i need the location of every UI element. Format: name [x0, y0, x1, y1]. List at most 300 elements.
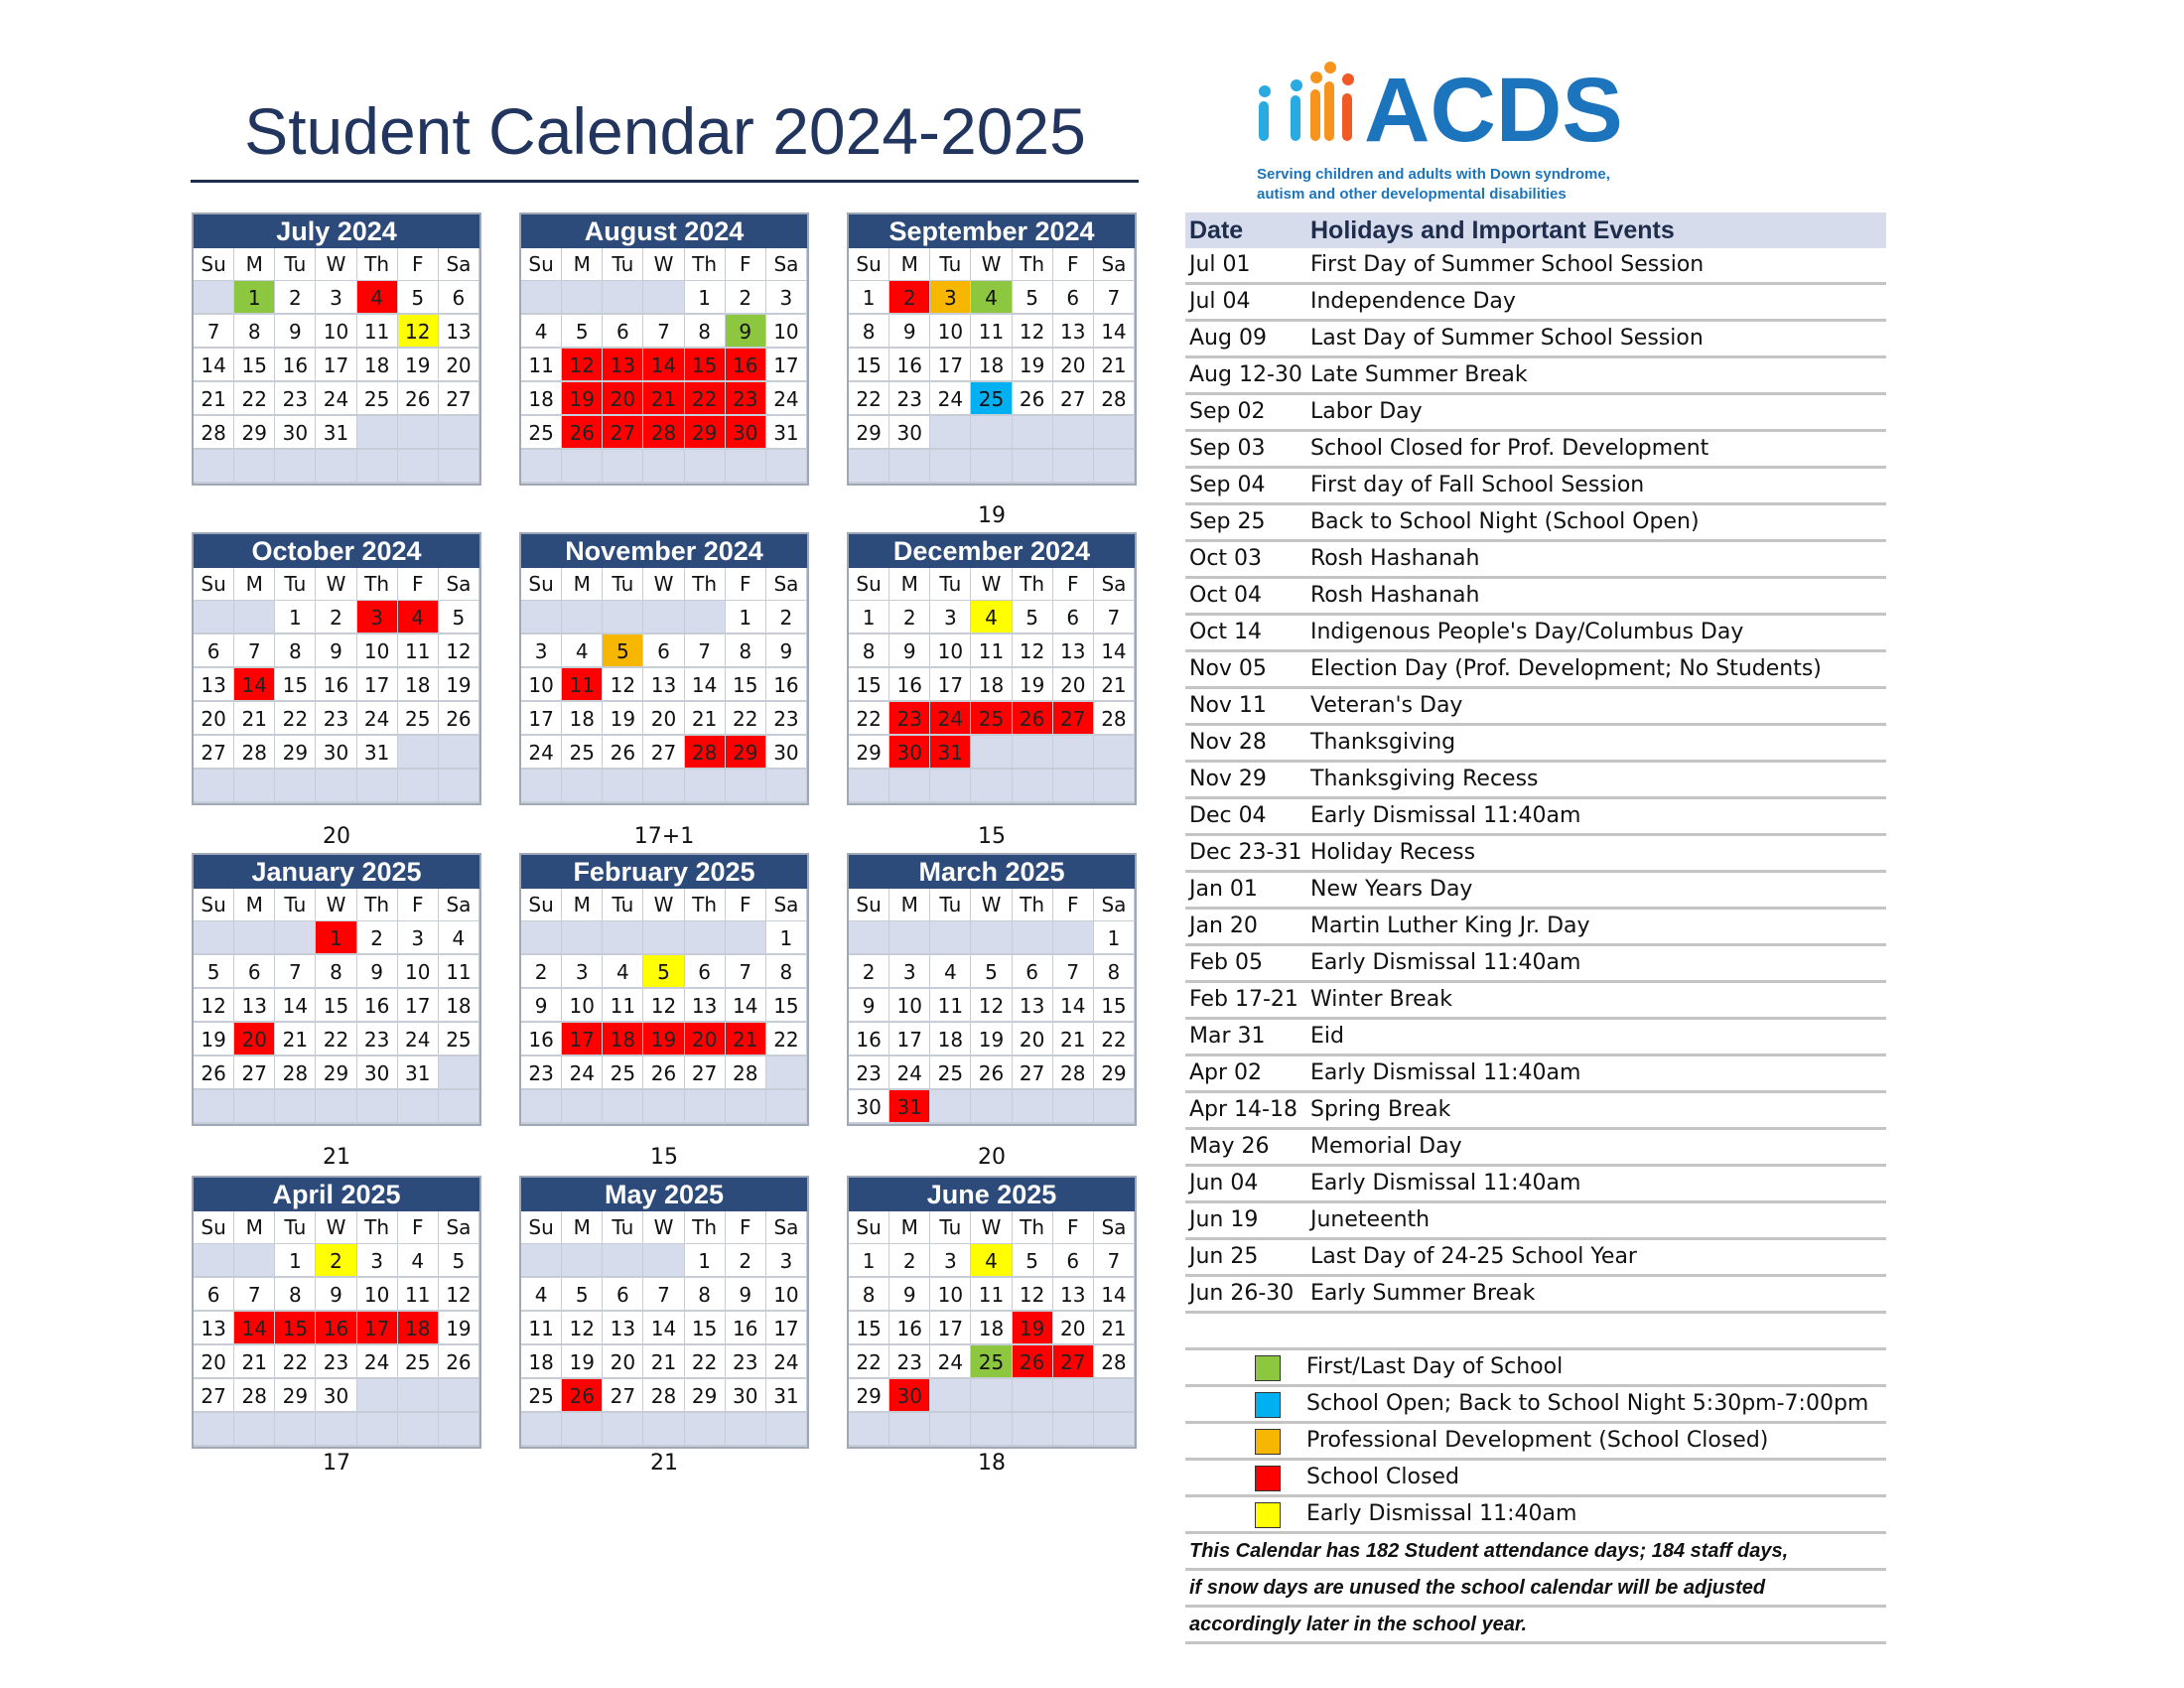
event-description: First Day of Summer School Session	[1310, 252, 1705, 277]
weekday-label: F	[1053, 889, 1094, 921]
day-cell: 14	[234, 668, 275, 702]
month-school-days-count: 15	[650, 1145, 678, 1170]
day-cell: 22	[685, 382, 726, 416]
event-row	[1185, 579, 1886, 616]
day-cell: 12	[643, 989, 684, 1023]
legend-label: Professional Development (School Closed)	[1306, 1428, 1769, 1453]
day-cell: 20	[1013, 1023, 1053, 1056]
events-list	[1185, 248, 1886, 1314]
empty-day-cell	[562, 1090, 603, 1124]
weekday-label: Su	[849, 568, 889, 601]
day-cell: 6	[439, 281, 479, 315]
weekday-label: Sa	[766, 248, 807, 281]
weekday-label: Sa	[1094, 568, 1135, 601]
empty-day-cell	[971, 1090, 1012, 1124]
empty-day-cell	[357, 416, 398, 450]
weekday-label: M	[889, 568, 930, 601]
event-description: Thanksgiving Recess	[1310, 767, 1539, 791]
day-cell: 1	[275, 601, 316, 634]
weekday-label: Sa	[439, 1211, 479, 1244]
empty-day-cell	[357, 1413, 398, 1447]
month-title: March 2025	[847, 853, 1137, 889]
day-cell: 21	[1094, 1312, 1135, 1345]
day-cell: 12	[398, 315, 439, 349]
month-calendar	[847, 1176, 1137, 1449]
day-cell: 10	[398, 955, 439, 989]
event-date: Feb 05	[1189, 950, 1263, 975]
empty-day-cell	[726, 450, 766, 484]
day-cell: 14	[234, 1312, 275, 1345]
day-cell: 24	[316, 382, 356, 416]
empty-day-cell	[194, 1090, 234, 1124]
empty-day-cell	[275, 450, 316, 484]
empty-day-cell	[398, 416, 439, 450]
event-date: Nov 29	[1189, 767, 1267, 791]
day-cell: 1	[316, 921, 356, 955]
weekday-label: Tu	[930, 1211, 971, 1244]
day-cell: 3	[930, 1244, 971, 1278]
day-cell: 12	[439, 634, 479, 668]
day-cell: 18	[562, 702, 603, 736]
event-row	[1185, 1056, 1886, 1093]
empty-day-cell	[1053, 450, 1094, 484]
day-cell: 25	[521, 1379, 562, 1413]
day-cell: 20	[234, 1023, 275, 1056]
day-cell: 1	[849, 281, 889, 315]
day-cell: 27	[1053, 1345, 1094, 1379]
day-cell: 25	[398, 702, 439, 736]
day-cell: 30	[275, 416, 316, 450]
weekday-label: Sa	[1094, 248, 1135, 281]
weekday-label: Sa	[1094, 1211, 1135, 1244]
event-date: Jul 01	[1189, 252, 1251, 277]
day-cell: 26	[1013, 702, 1053, 736]
weekday-label: M	[562, 1211, 603, 1244]
day-cell: 17	[930, 1312, 971, 1345]
empty-day-cell	[562, 601, 603, 634]
empty-day-cell	[275, 1413, 316, 1447]
empty-day-cell	[643, 1090, 684, 1124]
empty-day-cell	[603, 450, 643, 484]
empty-day-cell	[357, 1090, 398, 1124]
acds-logo	[1253, 60, 1690, 209]
day-cell: 17	[316, 349, 356, 382]
day-cell: 25	[971, 702, 1012, 736]
event-description: Juneteenth	[1310, 1207, 1431, 1232]
day-cell: 7	[643, 1278, 684, 1312]
day-cell: 4	[930, 955, 971, 989]
day-cell: 4	[439, 921, 479, 955]
empty-day-cell	[316, 1413, 356, 1447]
day-cell: 24	[930, 702, 971, 736]
weekday-label: Su	[194, 1211, 234, 1244]
day-cell: 22	[726, 702, 766, 736]
day-cell: 8	[685, 315, 726, 349]
day-cell: 17	[562, 1023, 603, 1056]
legend-swatch	[1255, 1392, 1281, 1418]
day-cell: 26	[1013, 382, 1053, 416]
day-cell: 29	[685, 1379, 726, 1413]
day-cell: 11	[439, 955, 479, 989]
event-description: Back to School Night (School Open)	[1310, 509, 1700, 534]
day-cell: 17	[521, 702, 562, 736]
empty-day-cell	[766, 450, 807, 484]
day-cell: 7	[194, 315, 234, 349]
empty-day-cell	[357, 770, 398, 803]
event-row	[1185, 432, 1886, 469]
event-row	[1185, 726, 1886, 763]
day-cell: 13	[603, 1312, 643, 1345]
day-cell: 16	[726, 349, 766, 382]
legend-label: Early Dismissal 11:40am	[1306, 1501, 1577, 1526]
day-cell: 24	[398, 1023, 439, 1056]
month-days-grid	[192, 889, 481, 1126]
event-row	[1185, 248, 1886, 285]
day-cell: 18	[603, 1023, 643, 1056]
day-cell: 23	[357, 1023, 398, 1056]
day-cell: 13	[194, 1312, 234, 1345]
empty-day-cell	[603, 1413, 643, 1447]
legend-item	[1185, 1424, 1886, 1461]
weekday-label: F	[726, 1211, 766, 1244]
day-cell: 10	[521, 668, 562, 702]
day-cell: 22	[316, 1023, 356, 1056]
day-cell: 11	[930, 989, 971, 1023]
day-cell: 7	[1094, 281, 1135, 315]
weekday-label: W	[643, 568, 684, 601]
month-school-days-count: 15	[978, 824, 1006, 849]
empty-day-cell	[971, 921, 1012, 955]
event-date: Sep 25	[1189, 509, 1266, 534]
day-cell: 31	[766, 416, 807, 450]
day-cell: 12	[562, 1312, 603, 1345]
weekday-label: Th	[1013, 1211, 1053, 1244]
weekday-label: M	[234, 1211, 275, 1244]
day-cell: 13	[1053, 1278, 1094, 1312]
day-cell: 18	[439, 989, 479, 1023]
day-cell: 5	[1013, 601, 1053, 634]
legend-label: School Open; Back to School Night 5:30pm-7:00pm	[1306, 1391, 1869, 1416]
day-cell: 20	[685, 1023, 726, 1056]
empty-day-cell	[603, 601, 643, 634]
event-description: School Closed for Prof. Development	[1310, 436, 1709, 461]
day-cell: 5	[603, 634, 643, 668]
event-description: First day of Fall School Session	[1310, 473, 1645, 497]
day-cell: 12	[971, 989, 1012, 1023]
day-cell: 5	[439, 601, 479, 634]
day-cell: 2	[766, 601, 807, 634]
day-cell: 19	[439, 668, 479, 702]
day-cell: 7	[643, 315, 684, 349]
month-days-grid	[847, 889, 1137, 1126]
events-header	[1185, 212, 1886, 248]
event-date: Mar 31	[1189, 1024, 1266, 1049]
day-cell: 17	[766, 1312, 807, 1345]
empty-day-cell	[889, 921, 930, 955]
people-icon	[1259, 62, 1354, 141]
empty-day-cell	[439, 770, 479, 803]
day-cell: 14	[685, 668, 726, 702]
day-cell: 9	[889, 634, 930, 668]
day-cell: 2	[889, 1244, 930, 1278]
day-cell: 22	[275, 1345, 316, 1379]
empty-day-cell	[930, 1379, 971, 1413]
day-cell: 7	[1094, 1244, 1135, 1278]
day-cell: 8	[234, 315, 275, 349]
day-cell: 2	[357, 921, 398, 955]
day-cell: 11	[398, 634, 439, 668]
empty-day-cell	[603, 921, 643, 955]
empty-day-cell	[766, 1056, 807, 1090]
day-cell: 22	[849, 1345, 889, 1379]
day-cell: 21	[1094, 349, 1135, 382]
day-cell: 24	[562, 1056, 603, 1090]
event-description: Spring Break	[1310, 1097, 1451, 1122]
legend-swatch	[1255, 1355, 1281, 1381]
event-row	[1185, 689, 1886, 726]
day-cell: 5	[562, 1278, 603, 1312]
day-cell: 24	[889, 1056, 930, 1090]
empty-day-cell	[1094, 1379, 1135, 1413]
day-cell: 9	[849, 989, 889, 1023]
day-cell: 15	[275, 1312, 316, 1345]
event-date: Jan 20	[1189, 914, 1258, 938]
day-cell: 7	[234, 1278, 275, 1312]
day-cell: 13	[643, 668, 684, 702]
day-cell: 9	[275, 315, 316, 349]
day-cell: 20	[1053, 349, 1094, 382]
day-cell: 30	[849, 1090, 889, 1124]
empty-day-cell	[398, 736, 439, 770]
event-date: Oct 14	[1189, 620, 1263, 644]
day-cell: 26	[398, 382, 439, 416]
empty-day-cell	[1013, 1090, 1053, 1124]
day-cell: 23	[766, 702, 807, 736]
empty-day-cell	[1053, 1379, 1094, 1413]
weekday-label: F	[398, 248, 439, 281]
day-cell: 30	[889, 736, 930, 770]
day-cell: 3	[357, 601, 398, 634]
empty-day-cell	[849, 450, 889, 484]
empty-day-cell	[521, 770, 562, 803]
day-cell: 28	[194, 416, 234, 450]
day-cell: 29	[726, 736, 766, 770]
event-description: Eid	[1310, 1024, 1344, 1049]
empty-day-cell	[930, 921, 971, 955]
weekday-label: Th	[685, 889, 726, 921]
day-cell: 18	[971, 1312, 1012, 1345]
day-cell: 3	[521, 634, 562, 668]
day-cell: 23	[889, 1345, 930, 1379]
event-row	[1185, 322, 1886, 358]
event-description: Labor Day	[1310, 399, 1423, 424]
empty-day-cell	[439, 1056, 479, 1090]
month-school-days-count: 20	[323, 824, 350, 849]
event-description: Election Day (Prof. Development; No Students)	[1310, 656, 1822, 681]
empty-day-cell	[643, 921, 684, 955]
day-cell: 27	[1053, 382, 1094, 416]
day-cell: 19	[439, 1312, 479, 1345]
event-description: Early Dismissal 11:40am	[1310, 1171, 1581, 1196]
month-school-days-count: 18	[978, 1451, 1006, 1476]
month-days-grid	[192, 1211, 481, 1449]
empty-day-cell	[521, 921, 562, 955]
event-row	[1185, 1093, 1886, 1130]
day-cell: 23	[889, 702, 930, 736]
day-cell: 29	[234, 416, 275, 450]
day-cell: 15	[685, 1312, 726, 1345]
day-cell: 30	[726, 1379, 766, 1413]
day-cell: 19	[562, 382, 603, 416]
weekday-label: Th	[1013, 568, 1053, 601]
day-cell: 26	[643, 1056, 684, 1090]
day-cell: 10	[930, 1278, 971, 1312]
day-cell: 6	[603, 1278, 643, 1312]
day-cell: 16	[275, 349, 316, 382]
day-cell: 29	[849, 1379, 889, 1413]
empty-day-cell	[603, 281, 643, 315]
day-cell: 4	[603, 955, 643, 989]
day-cell: 18	[398, 1312, 439, 1345]
day-cell: 24	[357, 702, 398, 736]
weekday-label: Su	[194, 889, 234, 921]
day-cell: 21	[234, 1345, 275, 1379]
day-cell: 28	[1094, 1345, 1135, 1379]
month-title: February 2025	[519, 853, 809, 889]
day-cell: 20	[643, 702, 684, 736]
month-calendar	[192, 212, 481, 486]
empty-day-cell	[849, 770, 889, 803]
note-line: accordingly later in the school year.	[1185, 1608, 1886, 1644]
day-cell: 25	[930, 1056, 971, 1090]
empty-day-cell	[357, 450, 398, 484]
day-cell: 18	[398, 668, 439, 702]
empty-day-cell	[1053, 736, 1094, 770]
day-cell: 11	[521, 349, 562, 382]
empty-day-cell	[439, 416, 479, 450]
weekday-label: Tu	[603, 248, 643, 281]
event-row	[1185, 1277, 1886, 1314]
day-cell: 15	[1094, 989, 1135, 1023]
empty-day-cell	[643, 281, 684, 315]
empty-day-cell	[562, 1413, 603, 1447]
empty-day-cell	[398, 450, 439, 484]
day-cell: 26	[194, 1056, 234, 1090]
weekday-label: Tu	[275, 1211, 316, 1244]
empty-day-cell	[726, 1090, 766, 1124]
day-cell: 23	[275, 382, 316, 416]
empty-day-cell	[562, 450, 603, 484]
empty-day-cell	[685, 921, 726, 955]
day-cell: 13	[234, 989, 275, 1023]
day-cell: 21	[643, 1345, 684, 1379]
event-description: Early Summer Break	[1310, 1281, 1536, 1306]
day-cell: 24	[930, 382, 971, 416]
day-cell: 16	[357, 989, 398, 1023]
empty-day-cell	[849, 921, 889, 955]
day-cell: 13	[439, 315, 479, 349]
event-date: Sep 04	[1189, 473, 1266, 497]
day-cell: 4	[971, 601, 1012, 634]
weekday-label: W	[643, 1211, 684, 1244]
day-cell: 9	[316, 1278, 356, 1312]
event-row	[1185, 910, 1886, 946]
day-cell: 9	[316, 634, 356, 668]
day-cell: 31	[398, 1056, 439, 1090]
day-cell: 6	[234, 955, 275, 989]
empty-day-cell	[521, 601, 562, 634]
event-date: Dec 23-31	[1189, 840, 1302, 865]
day-cell: 16	[521, 1023, 562, 1056]
day-cell: 14	[1094, 634, 1135, 668]
day-cell: 23	[316, 702, 356, 736]
day-cell: 11	[971, 634, 1012, 668]
empty-day-cell	[562, 281, 603, 315]
day-cell: 6	[194, 1278, 234, 1312]
weekday-label: M	[889, 889, 930, 921]
day-cell: 30	[316, 1379, 356, 1413]
empty-day-cell	[1013, 736, 1053, 770]
empty-day-cell	[603, 770, 643, 803]
empty-day-cell	[643, 601, 684, 634]
day-cell: 28	[726, 1056, 766, 1090]
day-cell: 11	[562, 668, 603, 702]
day-cell: 16	[889, 1312, 930, 1345]
month-school-days-count: 20	[978, 1145, 1006, 1170]
day-cell: 24	[766, 1345, 807, 1379]
legend-item	[1185, 1350, 1886, 1387]
day-cell: 4	[971, 1244, 1012, 1278]
day-cell: 16	[316, 668, 356, 702]
day-cell: 28	[685, 736, 726, 770]
event-description: Rosh Hashanah	[1310, 546, 1480, 571]
empty-day-cell	[234, 450, 275, 484]
weekday-label: F	[1053, 1211, 1094, 1244]
day-cell: 20	[194, 1345, 234, 1379]
day-cell: 22	[766, 1023, 807, 1056]
weekday-label: F	[398, 1211, 439, 1244]
empty-day-cell	[439, 1090, 479, 1124]
empty-day-cell	[643, 770, 684, 803]
event-date: Nov 28	[1189, 730, 1267, 755]
event-row	[1185, 1130, 1886, 1167]
day-cell: 6	[1053, 281, 1094, 315]
day-cell: 10	[889, 989, 930, 1023]
empty-day-cell	[439, 736, 479, 770]
day-cell: 9	[766, 634, 807, 668]
day-cell: 28	[234, 1379, 275, 1413]
weekday-label: Sa	[1094, 889, 1135, 921]
empty-day-cell	[930, 450, 971, 484]
empty-day-cell	[194, 1413, 234, 1447]
event-row	[1185, 616, 1886, 652]
empty-day-cell	[1053, 770, 1094, 803]
event-date: Sep 02	[1189, 399, 1266, 424]
day-cell: 19	[194, 1023, 234, 1056]
day-cell: 15	[726, 668, 766, 702]
day-cell: 6	[643, 634, 684, 668]
day-cell: 19	[971, 1023, 1012, 1056]
month-school-days-count: 21	[323, 1145, 350, 1170]
day-cell: 7	[1053, 955, 1094, 989]
day-cell: 8	[849, 1278, 889, 1312]
day-cell: 13	[685, 989, 726, 1023]
day-cell: 2	[275, 281, 316, 315]
weekday-label: Th	[1013, 889, 1053, 921]
weekday-label: W	[643, 889, 684, 921]
day-cell: 27	[1053, 702, 1094, 736]
day-cell: 20	[1053, 1312, 1094, 1345]
